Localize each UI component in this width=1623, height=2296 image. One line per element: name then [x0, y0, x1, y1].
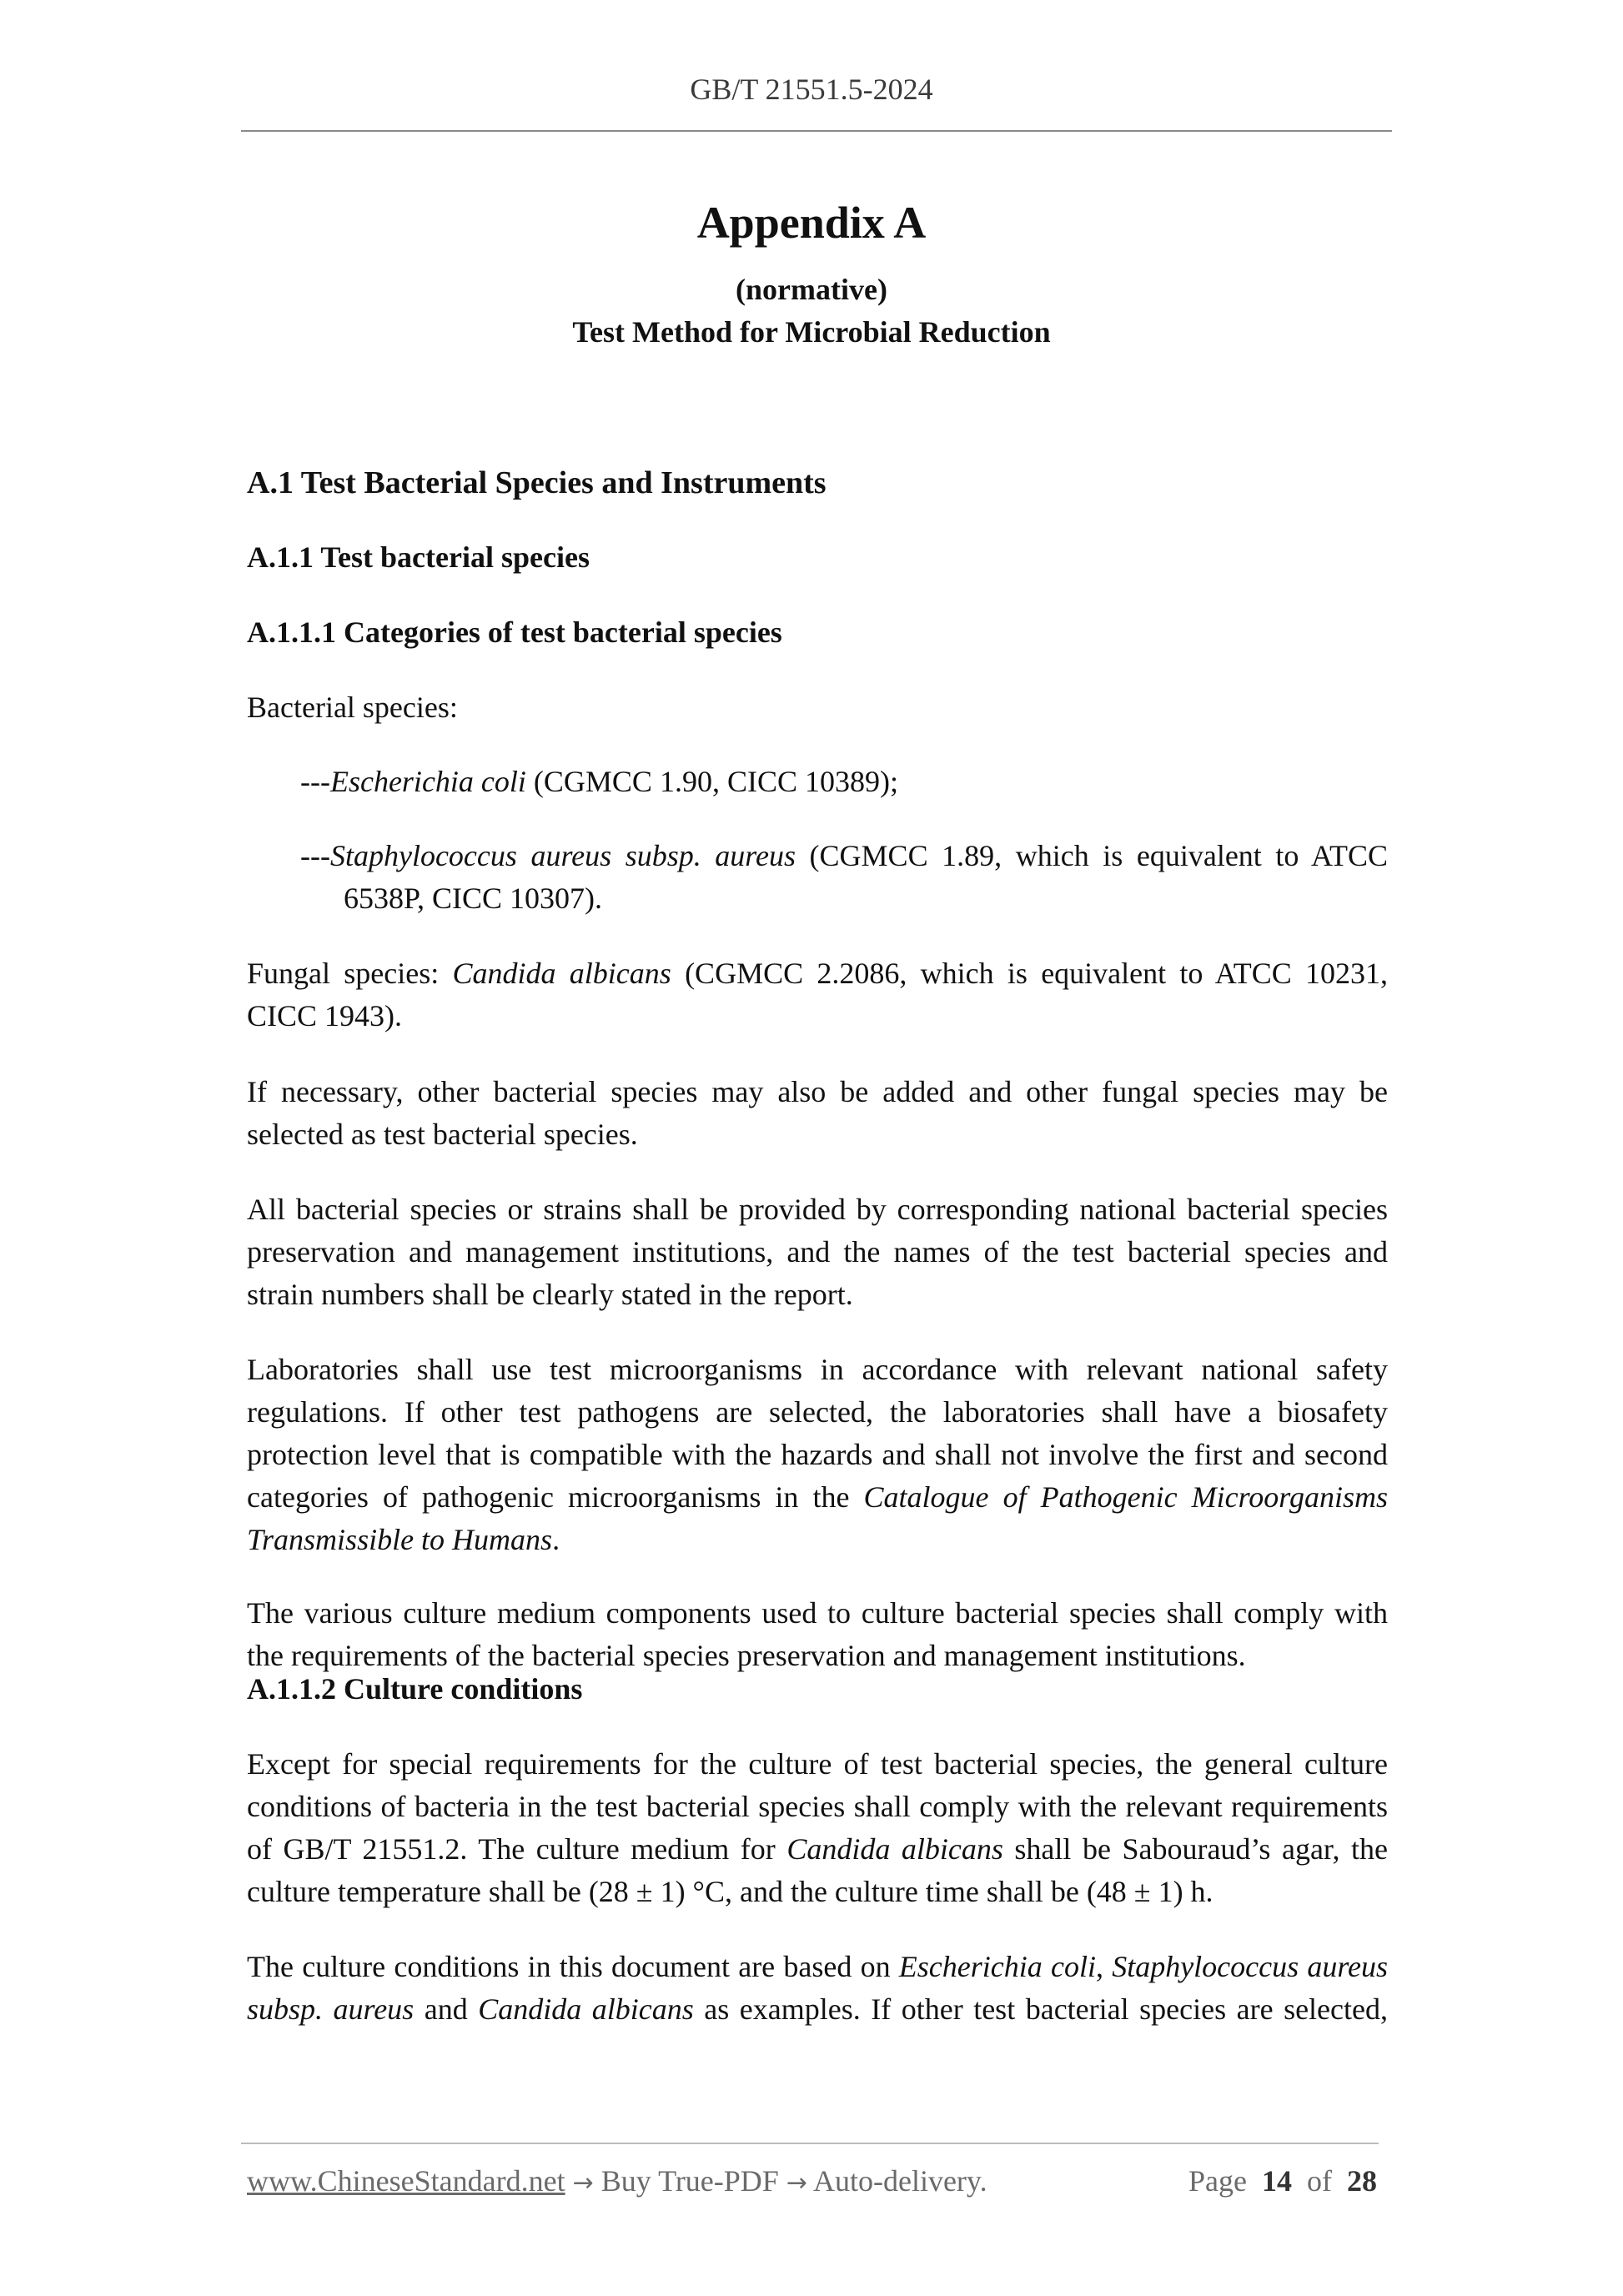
paragraph-fungal-species: Fungal species: Candida albicans (CGMCC 2.2086, which is equivalent to ATCC 10231, CICC 1943). — [247, 957, 1388, 1032]
standard-code-header: GB/T 21551.5-2024 — [690, 73, 933, 106]
list-dash: --- — [300, 839, 330, 872]
strain-numbers: (CGMCC 1.90, CICC 10389); — [525, 765, 898, 798]
paragraph-laboratories: Laboratories shall use test microorganisms in accordance with relevant national safety regulations. If other test pathogens are selected, the laboratories shall have a biosafety protection level that is compatible with the hazards and shall not involve the first and second categories of pathogenic microorganisms in the Catalogue of Pathogenic Microorganisms Transmissible to Humans. — [247, 1353, 1388, 1556]
paragraph-all-species: All bacterial species or strains shall be provided by corresponding national bacterial species preservation and management institutions, and the names of the test bacterial species and strain numbers shall be clearly stated in the report. — [247, 1193, 1388, 1311]
footer-promo — [247, 2163, 987, 2198]
auto-delivery-text: Auto-delivery. — [812, 2164, 987, 2198]
species-name: Candida albicans — [452, 957, 671, 990]
paragraph-except: Except for special requirements for the culture of test bacterial species, the general culture conditions of bacteria in the test bacterial species shall comply with the relevant requirements of GB/T 21551.2. The culture medium for Candida albicans shall be Sabouraud’s agar, the culture temperature shall be (28 ± 1) °C, and the culture time shall be (48 ± 1) h. — [247, 1747, 1388, 1908]
paragraph-other-species: If necessary, other bacterial species may also be added and other fungal species may be selected as test bacterial species. — [247, 1075, 1388, 1151]
appendix-status: (normative) — [736, 273, 887, 306]
strain-numbers: (CGMCC 1.89, which is equivalent to ATCC 6538P, CICC 10307). — [344, 839, 1388, 915]
footer-rule — [241, 2143, 1379, 2144]
buy-pdf-text: Buy True-PDF — [600, 2164, 779, 2198]
section-heading-a1: A.1 Test Bacterial Species and Instruments — [247, 465, 827, 500]
section-heading-a112: A.1.1.2 Culture conditions — [247, 1672, 583, 1706]
list-dash: --- — [300, 765, 330, 798]
bacterial-species-label: Bacterial species: — [247, 691, 458, 724]
arrow-right-icon: → — [572, 2168, 594, 2198]
catalogue-title: Catalogue of Pathogenic Microorganisms Transmissible to Humans — [247, 1480, 1388, 1556]
list-item-ecoli — [247, 761, 1388, 803]
paragraph-culture-media: The various culture medium components used to culture bacterial species shall comply with the requirements of the bacterial species preservation and management institutions. — [247, 1596, 1388, 1672]
appendix-name: Test Method for Microbial Reduction — [572, 315, 1051, 349]
species-name: Candida albicans — [478, 1992, 694, 2026]
section-heading-a111: A.1.1.1 Categories of test bacterial species — [247, 615, 782, 649]
section-heading-a11: A.1.1 Test bacterial species — [247, 540, 590, 574]
species-name: Escherichia coli — [898, 1950, 1096, 1983]
species-name: Candida albicans — [786, 1832, 1003, 1866]
arrow-right-icon: → — [786, 2168, 807, 2198]
website-link[interactable]: www.ChineseStandard.net — [247, 2164, 565, 2198]
current-page: 14 — [1262, 2164, 1292, 2198]
species-name: Staphylococcus aureus subsp. aureus — [247, 1950, 1388, 2026]
species-name: Escherichia coli — [329, 765, 526, 798]
page-number: Page 14 of 28 — [1188, 2164, 1377, 2198]
header-rule — [241, 130, 1392, 132]
species-name: Staphylococcus aureus subsp. aureus — [329, 839, 796, 872]
appendix-title: Appendix A — [696, 198, 927, 248]
paragraph-culture-conditions: The culture conditions in this document are based on Escherichia coli, Staphylococcus aureus subsp. aureus and Candida albicans as examples. If other test bacterial species are selected, — [247, 1950, 1388, 2026]
total-pages: 28 — [1347, 2164, 1377, 2198]
list-item-saureus — [247, 835, 1388, 920]
